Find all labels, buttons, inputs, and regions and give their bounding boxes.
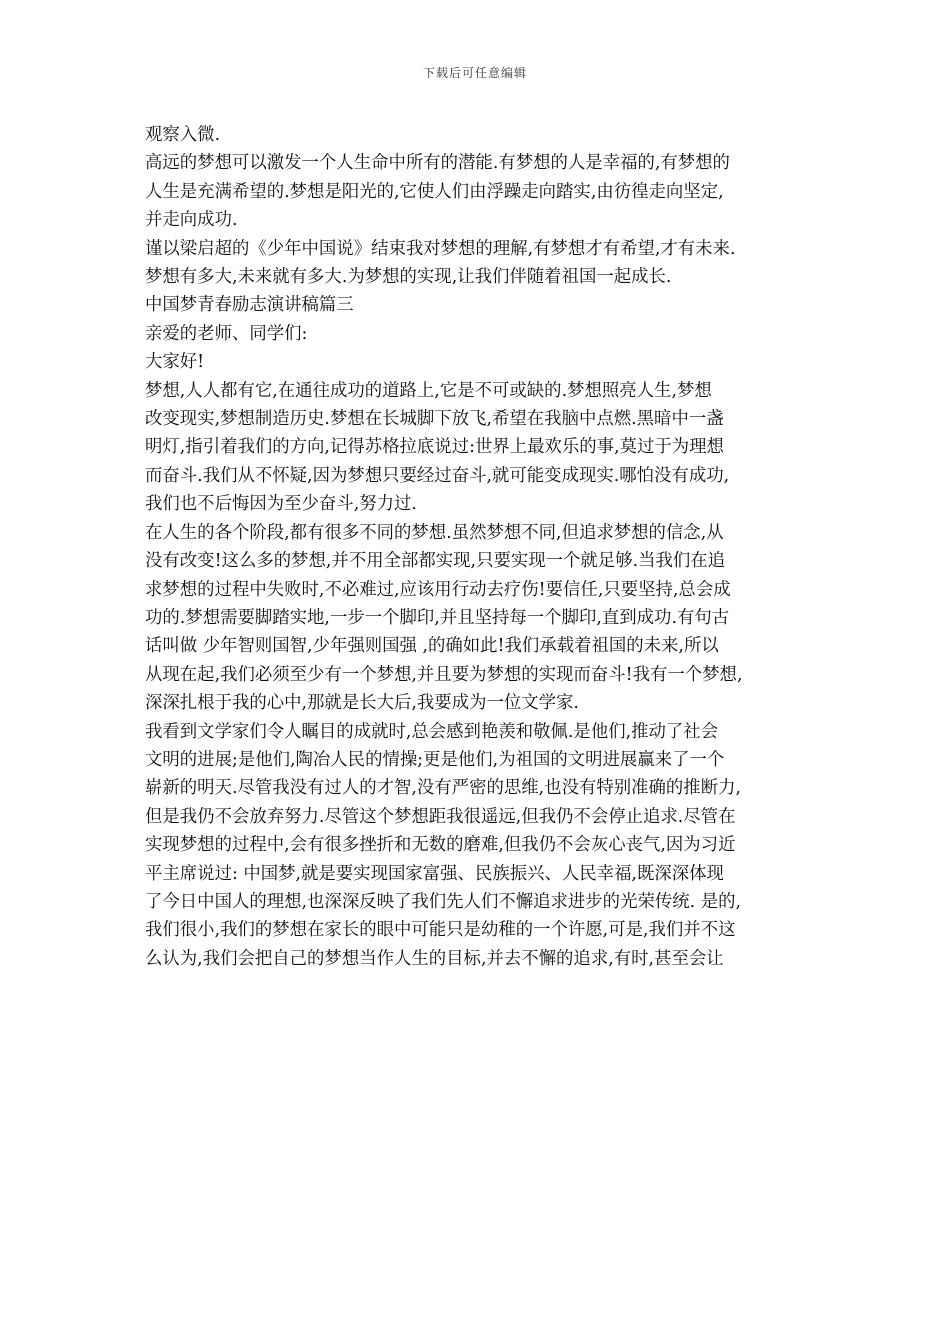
text-line: 但是我仍不会放弃努力.尽管这个梦想距我很遥远,但我仍不会停止追求.尽管在 bbox=[145, 806, 736, 827]
text-line: 平主席说过: 中国梦,就是要实现国家富强、民族振兴、人民幸福,既深深体现 bbox=[145, 863, 724, 884]
text-line: 了今日中国人的理想,也深深反映了我们先人们不懈追求进步的光荣传统. 是的, bbox=[145, 891, 742, 912]
text-line: 谨以梁启超的《少年中国说》结束我对梦想的理解,有梦想才有希望,才有未来. bbox=[145, 238, 736, 259]
text-line: 大家好! bbox=[145, 352, 205, 373]
text-line: 高远的梦想可以激发一个人生命中所有的潜能.有梦想的人是幸福的,有梦想的 bbox=[145, 153, 730, 174]
text-line: 么认为,我们会把自己的梦想当作人生的目标,并去不懈的追求,有时,甚至会让 bbox=[145, 948, 724, 969]
text-line: 我们也不后悔因为至少奋斗,努力过. bbox=[145, 494, 417, 515]
text-line: 观察入微. bbox=[145, 125, 221, 145]
text-line: 改变现实,梦想制造历史.梦想在长城脚下放飞,希望在我脑中点燃.黑暗中一盏 bbox=[145, 409, 724, 430]
text-line: 崭新的明天.尽管我没有过人的才智,没有严密的思维,也没有特别准确的推断力, bbox=[145, 778, 742, 799]
page-header: 下载后可任意编辑 bbox=[422, 66, 527, 80]
text-line: 我们很小,我们的梦想在家长的眼中可能只是幼稚的一个许愿,可是,我们并不这 bbox=[145, 920, 736, 941]
text-line: 没有改变!这么多的梦想,并不用全部都实现,只要实现一个就足够.当我们在追 bbox=[145, 551, 726, 572]
text-line: 功的.梦想需要脚踏实地,一步一个脚印,并且坚持每一个脚印,直到成功.有句古 bbox=[145, 607, 730, 628]
text-line: 亲爱的老师、同学们: bbox=[145, 323, 308, 344]
section-heading: 中国梦青春励志演讲稿篇三 bbox=[145, 295, 354, 316]
text-line: 明灯,指引着我们的方向,记得苏格拉底说过:世界上最欢乐的事,莫过于为理想 bbox=[145, 437, 724, 458]
text-line: 深深扎根于我的心中,那就是长大后,我要成为一位文学家. bbox=[145, 693, 579, 714]
text-line: 实现梦想的过程中,会有很多挫折和无数的磨难,但我仍不会灰心丧气,因为习近 bbox=[145, 835, 736, 856]
text-line: 梦想有多大,未来就有多大.为梦想的实现,让我们伴随着祖国一起成长. bbox=[145, 267, 672, 288]
text-line: 从现在起,我们必须至少有一个梦想,并且要为梦想的实现而奋斗!我有一个梦想, bbox=[145, 664, 743, 685]
text-line: 而奋斗.我们从不怀疑,因为梦想只要经过奋斗,就可能变成现实.哪怕没有成功, bbox=[145, 465, 730, 486]
text-line: 在人生的各个阶段,都有很多不同的梦想.虽然梦想不同,但追求梦想的信念,从 bbox=[145, 522, 724, 543]
text-line: 文明的进展;是他们,陶冶人民的情操;更是他们,为祖国的文明进展赢来了一个 bbox=[145, 749, 725, 770]
text-line: 人生是充满希望的.梦想是阳光的,它使人们由浮躁走向踏实,由彷徨走向坚定, bbox=[145, 181, 724, 202]
document-body bbox=[145, 121, 810, 973]
text-line: 我看到文学家们令人瞩目的成就时,总会感到艳羡和敬佩.是他们,推动了社会 bbox=[145, 721, 719, 742]
text-line: 话叫做 少年智则国智,少年强则国强 ,的确如此!我们承载着祖国的未来,所以 bbox=[145, 636, 719, 657]
text-line: 求梦想的过程中失败时,不必难过,应该用行动去疗伤!要信任,只要坚持,总会成 bbox=[145, 579, 731, 600]
text-line: 并走向成功. bbox=[145, 210, 238, 231]
text-line: 梦想,人人都有它,在通往成功的道路上,它是不可或缺的.梦想照亮人生,梦想 bbox=[145, 380, 712, 401]
